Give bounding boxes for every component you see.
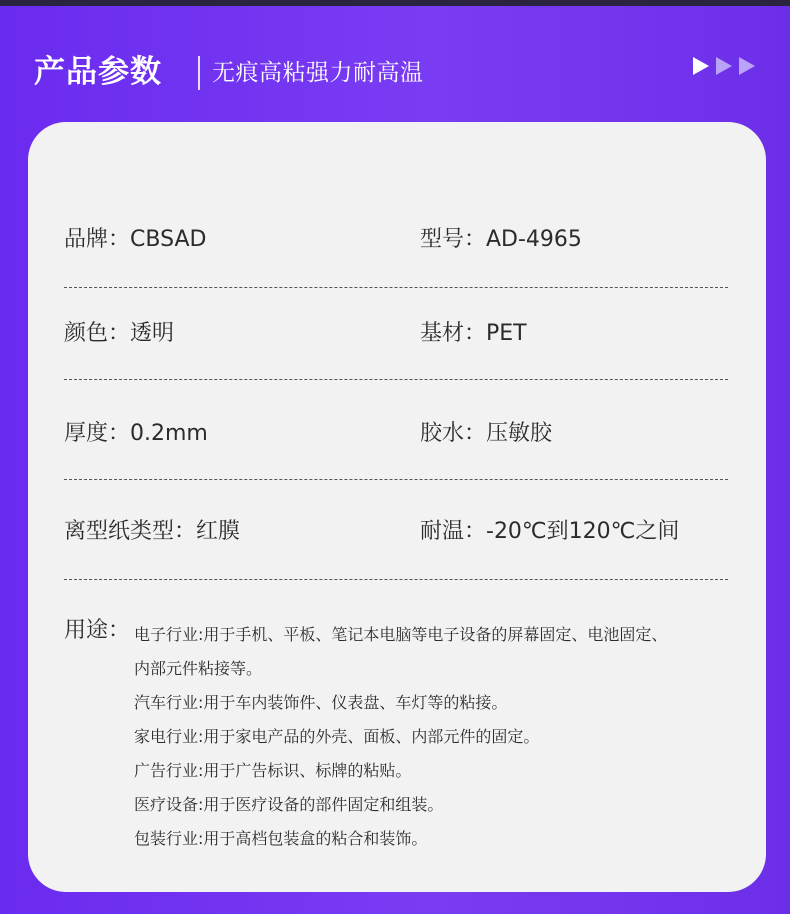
spec-substrate: 基材：PET [420,321,527,346]
page-subtitle: 无痕高粘强力耐高温 [212,60,424,86]
page-title: 产品参数 [34,54,162,90]
usage-list [134,618,734,856]
spec-thickness: 厚度：0.2mm [64,421,208,446]
usage-item: 广告行业:用于广告标识、标牌的粘贴。 [134,761,412,780]
spec-color: 颜色：透明 [64,321,175,346]
spec-adhesive: 胶水：压敏胶 [420,421,553,446]
spec-model: 型号：AD-4965 [420,227,582,252]
usage-item: 医疗设备:用于医疗设备的部件固定和组装。 [134,795,444,814]
arrow-decoration [693,57,763,77]
spec-row [64,416,728,456]
title-divider [198,56,200,90]
usage-item: 内部元件粘接等。 [134,659,263,678]
spec-liner-type: 离型纸类型：红膜 [64,519,241,544]
usage-item: 家电行业:用于家电产品的外壳、面板、内部元件的固定。 [134,727,540,746]
usage-item: 包装行业:用于高档包装盒的粘合和装饰。 [134,829,428,848]
spec-brand: 品牌：CBSAD [64,227,207,252]
spec-card [28,122,766,892]
usage-item: 电子行业:用于手机、平板、笔记本电脑等电子设备的屏幕固定、电池固定、 [134,625,668,644]
page-header [0,0,790,120]
play-arrow-icon [739,57,755,75]
dashed-divider [64,379,728,380]
usage-label: 用途： [64,618,131,643]
dashed-divider [64,479,728,480]
spec-row [64,316,728,356]
dashed-divider [64,579,728,580]
spec-row [64,222,728,262]
play-arrow-icon [693,57,709,75]
usage-item: 汽车行业:用于车内装饰件、仪表盘、车灯等的粘接。 [134,693,508,712]
spec-row [64,514,728,554]
spec-temperature: 耐温：-20℃到120℃之间 [420,519,680,544]
play-arrow-icon [716,57,732,75]
dashed-divider [64,287,728,288]
